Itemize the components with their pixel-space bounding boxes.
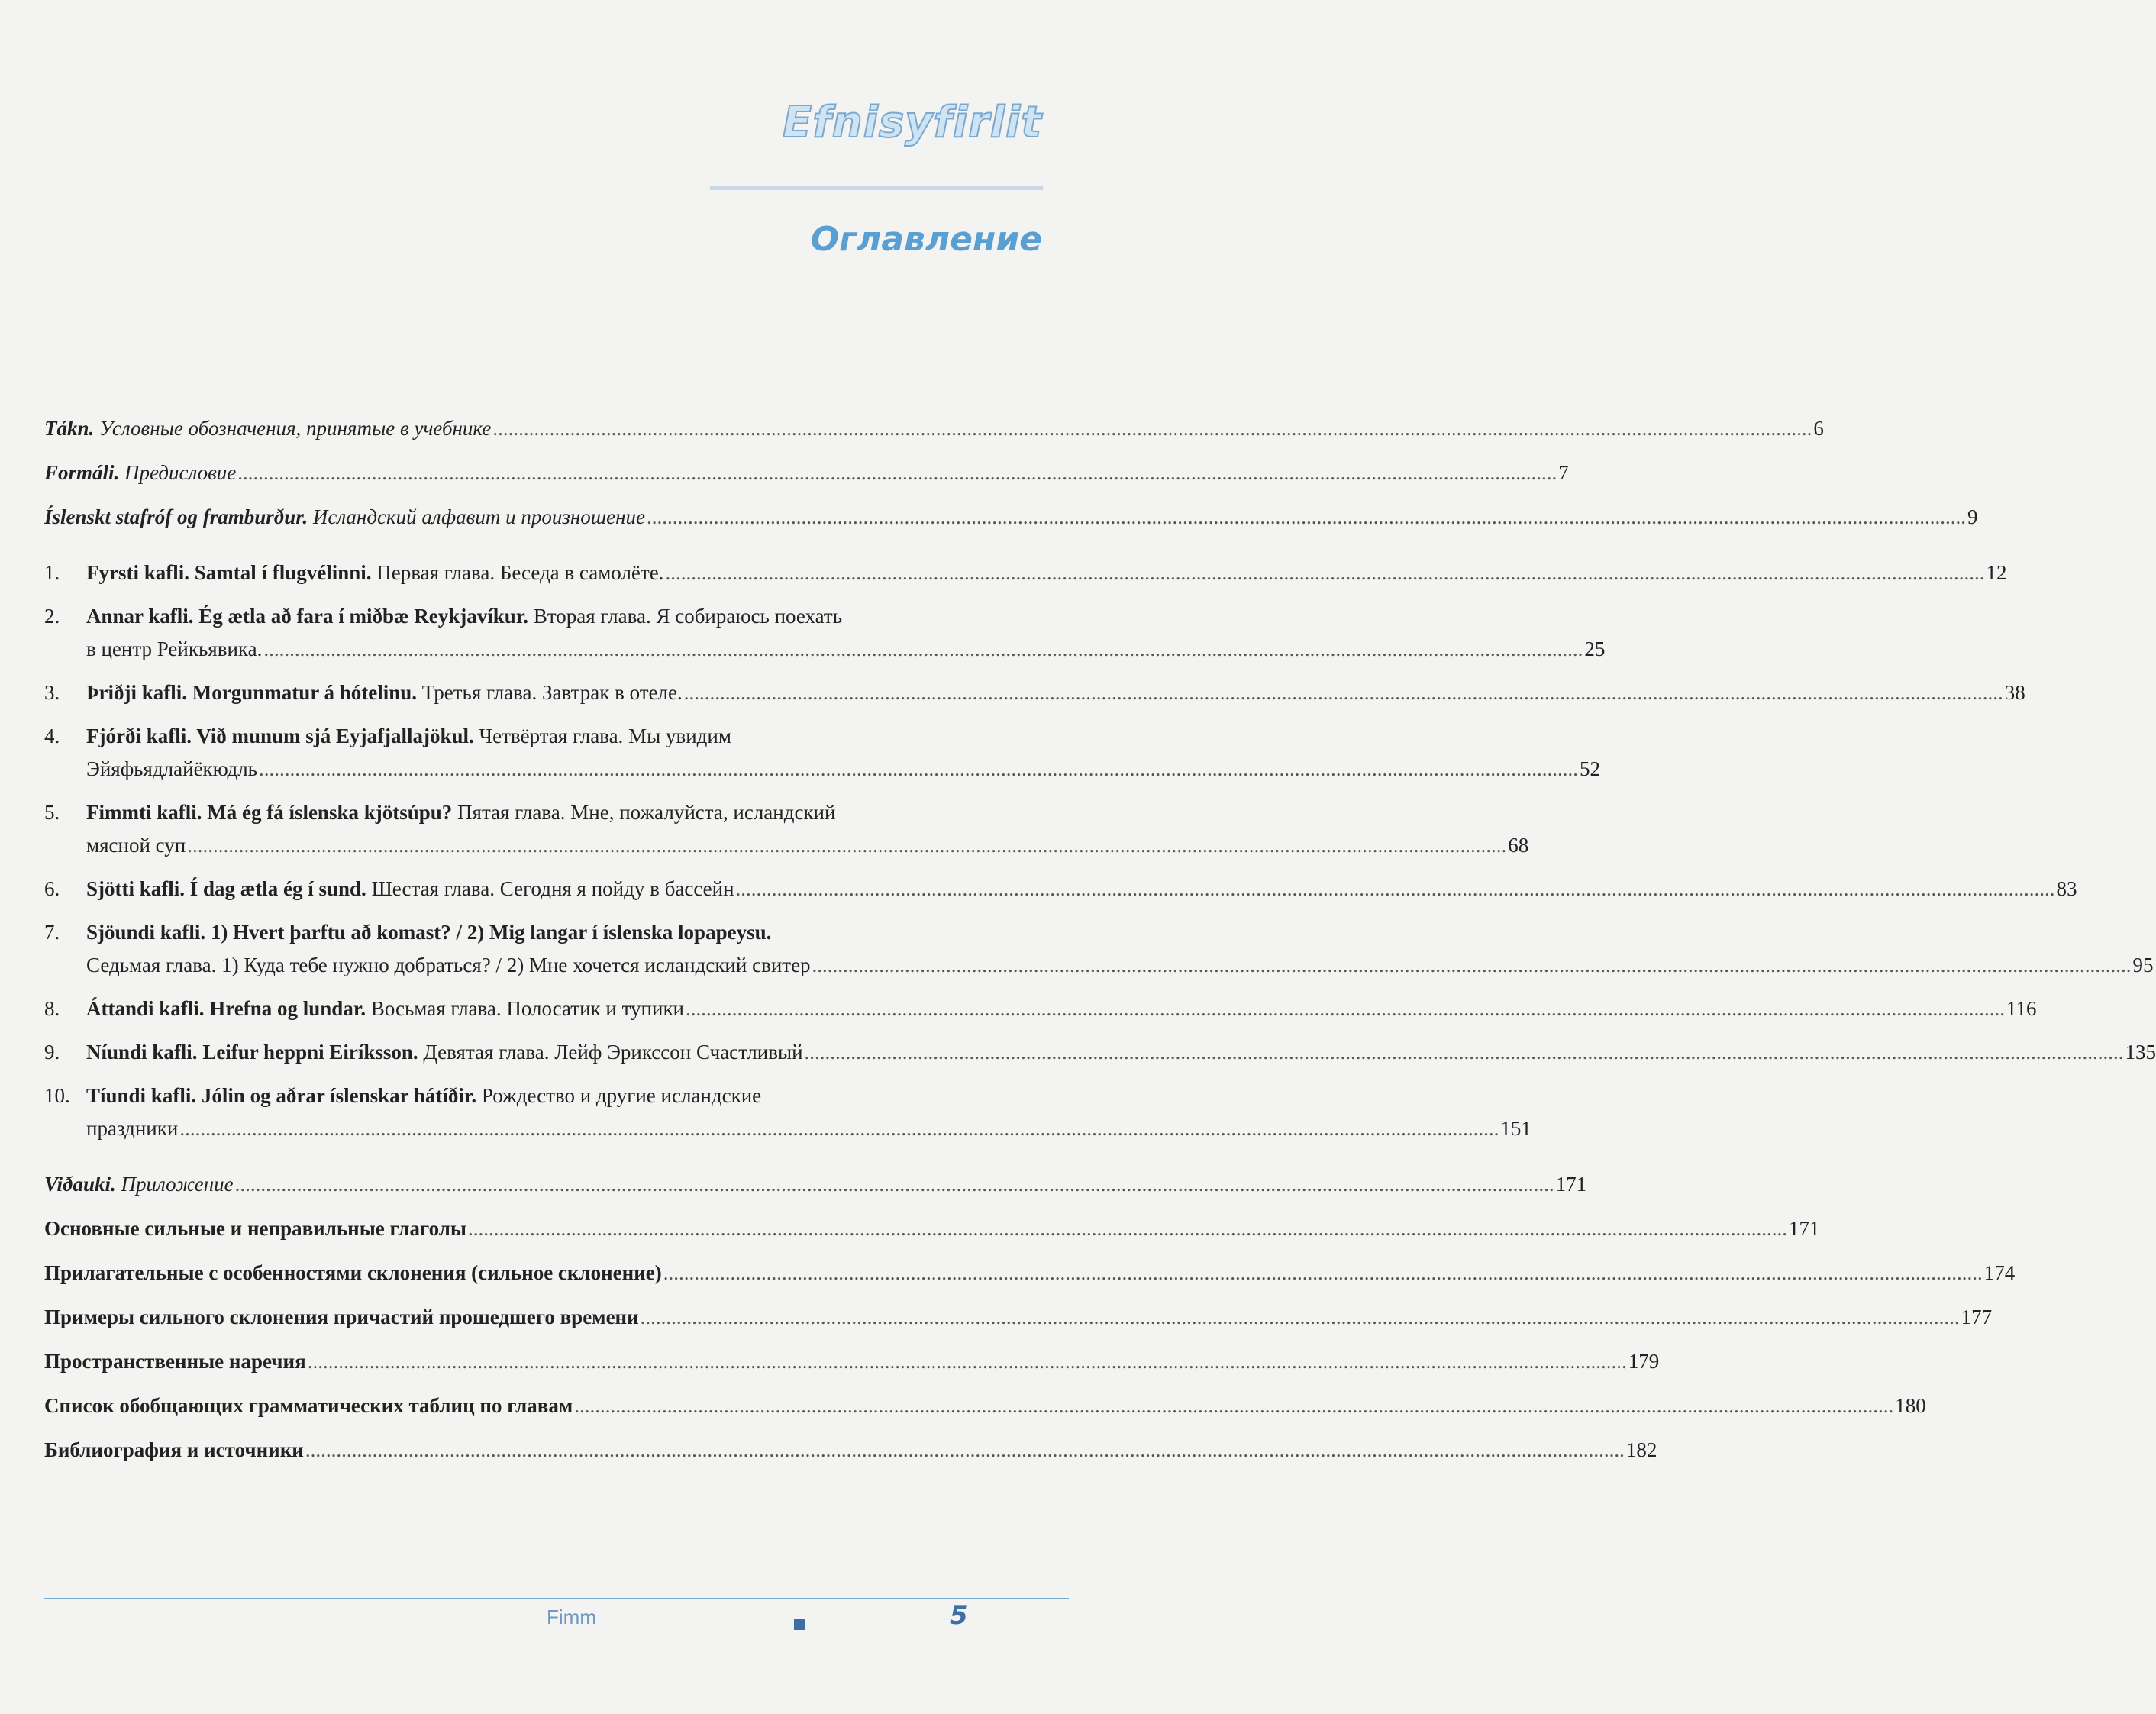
toc-entry-adverbs	[44, 1345, 1660, 1378]
page-number: 6	[1813, 417, 1824, 440]
toc-entry-formali	[44, 457, 1569, 489]
toc-chapter-10	[44, 1080, 1531, 1145]
title-divider	[710, 186, 1043, 190]
toc-chapter-4	[44, 720, 1600, 786]
entry-text: Пространственные наречия	[44, 1350, 306, 1373]
chapter-translation-cont: праздники	[86, 1117, 179, 1140]
chapter-translation: Четвёртая глава. Мы увидим	[473, 725, 731, 747]
chapter-number: 2.	[44, 605, 60, 628]
page-number: 95	[2132, 954, 2154, 976]
entry-text: Предисловие	[119, 461, 237, 484]
toc-entry-tables	[44, 1390, 1926, 1422]
chapter-title: Áttandi kafli. Hrefna og lundar.	[86, 997, 366, 1020]
entry-lead: Tákn.	[44, 417, 95, 440]
chapter-translation: Восьмая глава. Полосатик и тупики	[366, 997, 685, 1020]
chapter-translation-cont: мясной суп	[86, 834, 186, 857]
entry-lead: Íslenskt stafróf og framburður.	[44, 505, 308, 528]
chapter-number: 1.	[44, 561, 60, 584]
entry-text: Условные обозначения, принятые в учебнике	[94, 417, 492, 440]
chapter-title: Fimmti kafli. Má ég fá íslenska kjötsúpu?	[86, 801, 453, 824]
toc-entry-adjectives	[44, 1257, 2016, 1290]
chapter-title: Sjöundi kafli. 1) Hvert þarftu að komast? / 2) Mig langar í íslenska lopapeysu.	[86, 921, 772, 944]
chapter-title: Þriðji kafli. Morgunmatur á hótelinu.	[86, 681, 418, 704]
page-number: 179	[1628, 1350, 1660, 1373]
chapter-translation: Рождество и другие исландские	[476, 1084, 762, 1107]
page-number: 151	[1500, 1117, 1531, 1140]
dot-leader	[179, 1112, 1499, 1145]
chapter-translation: Третья глава. Завтрак в отеле.	[417, 681, 683, 704]
footer-square-marker	[794, 1619, 805, 1630]
chapter-translation: Девятая глава. Лейф Эрикссон Счастливый	[418, 1041, 803, 1064]
page-number: 25	[1584, 638, 1606, 660]
toc-chapter-6	[44, 873, 2077, 905]
table-of-contents	[44, 412, 2156, 1467]
toc-chapter-3	[44, 676, 2025, 709]
dot-leader	[805, 1036, 2124, 1069]
dot-leader	[684, 676, 2003, 709]
page-number: 7	[1558, 461, 1569, 484]
entry-text: Основные сильные и неправильные глаголы	[44, 1217, 467, 1240]
chapter-translation-cont: Седьмая глава. 1) Куда тебе нужно добраться? / 2) Мне хочется исландский свитер	[86, 954, 811, 976]
chapter-title: Níundi kafli. Leifur heppni Eiríksson.	[86, 1041, 418, 1064]
toc-entry-takn	[44, 412, 1824, 445]
dot-leader	[663, 1257, 1983, 1290]
dot-leader	[686, 993, 2005, 1025]
toc-chapter-1	[44, 557, 2007, 589]
toc-chapter-2	[44, 600, 1606, 666]
entry-text: Прилагательные с особенностями склонения (сильное склонение)	[44, 1261, 662, 1284]
entry-text: Библиография и источники	[44, 1438, 304, 1461]
chapter-translation: Первая глава. Беседа в самолёте.	[371, 561, 664, 584]
dot-leader	[641, 1301, 1960, 1334]
chapter-title: Sjötti kafli. Í dag ætla ég í sund.	[86, 877, 366, 900]
toc-chapter-7	[44, 916, 2154, 982]
dot-leader	[647, 501, 1966, 534]
entry-text: Исландский алфавит и произношение	[308, 505, 646, 528]
chapter-number: 9.	[44, 1041, 60, 1064]
dot-leader	[237, 457, 1557, 489]
dot-leader	[235, 1168, 1554, 1201]
toc-chapter-5	[44, 796, 1529, 862]
page-number: 9	[1967, 505, 1978, 528]
entry-text: Примеры сильного склонения причастий прошедшего времени	[44, 1306, 639, 1328]
dot-leader	[492, 412, 1812, 445]
entry-text: Приложение	[115, 1173, 234, 1196]
dot-leader	[259, 753, 1578, 786]
toc-chapter-8	[44, 993, 2037, 1025]
chapter-title: Fjórði kafli. Við munum sjá Eyjafjallajökul.	[86, 725, 474, 747]
chapter-title: Annar kafli. Ég ætla að fara í miðbæ Reykjavíkur.	[86, 605, 529, 628]
toc-entry-verbs	[44, 1212, 1820, 1245]
page-number: 52	[1580, 757, 1600, 780]
toc-entry-bibliography	[44, 1434, 1657, 1467]
entry-lead: Viðauki.	[44, 1173, 116, 1196]
chapter-number: 10.	[44, 1084, 70, 1107]
entry-lead: Formáli.	[44, 461, 120, 484]
toc-chapter-9	[44, 1036, 2156, 1069]
dot-leader	[736, 873, 2055, 905]
footer-page-word: Fimm	[547, 1606, 596, 1628]
chapter-number: 4.	[44, 725, 60, 747]
chapter-title: Tíundi kafli. Jólin og aðrar íslenskar hátíðir.	[86, 1084, 477, 1107]
chapter-title: Fyrsti kafli. Samtal í flugvélinni.	[86, 561, 372, 584]
chapter-number: 3.	[44, 681, 60, 704]
dot-leader	[308, 1345, 1627, 1378]
page-number: 68	[1508, 834, 1529, 857]
dot-leader	[305, 1434, 1625, 1467]
toc-entry-alphabet	[44, 501, 1978, 534]
dot-leader	[468, 1212, 1787, 1245]
chapter-translation: Пятая глава. Мне, пожалуйста, исландский	[452, 801, 836, 824]
chapter-translation: Вторая глава. Я собираюсь поехать	[528, 605, 843, 628]
page-number: 116	[2006, 997, 2037, 1020]
page-number: 182	[1625, 1438, 1657, 1461]
page-number: 180	[1895, 1394, 1926, 1417]
toc-entry-participles	[44, 1301, 1993, 1334]
footer-page-number: 5	[950, 1600, 968, 1631]
dot-leader	[187, 829, 1506, 862]
page-number: 174	[1983, 1261, 2016, 1284]
dot-leader	[665, 557, 1984, 589]
chapter-translation-cont: Эйяфьядлайёкюдль	[86, 757, 257, 780]
dot-leader	[812, 949, 2132, 982]
page-number: 171	[1789, 1217, 1820, 1240]
chapter-number: 7.	[44, 921, 60, 944]
page-number: 177	[1961, 1306, 1993, 1328]
chapter-number: 5.	[44, 801, 60, 824]
dot-leader	[574, 1390, 1893, 1422]
chapter-translation: Шестая глава. Сегодня я пойду в бассейн	[366, 877, 734, 900]
entry-text: Список обобщающих грамматических таблиц по главам	[44, 1394, 573, 1417]
dot-leader	[263, 633, 1583, 666]
page-number: 83	[2056, 877, 2077, 900]
page-number: 135	[2125, 1041, 2156, 1064]
chapter-number: 8.	[44, 997, 60, 1020]
title-russian: Оглавление	[810, 220, 1042, 259]
page-number: 171	[1555, 1173, 1587, 1196]
chapter-translation-cont: в центр Рейкьявика.	[86, 638, 263, 660]
toc-entry-appendix	[44, 1168, 1587, 1201]
page-number: 38	[2004, 681, 2025, 704]
footer-divider	[44, 1598, 1069, 1599]
page-number: 12	[1986, 561, 2007, 584]
chapter-number: 6.	[44, 877, 60, 900]
title-icelandic: Efnisyfirlit	[783, 98, 1042, 147]
